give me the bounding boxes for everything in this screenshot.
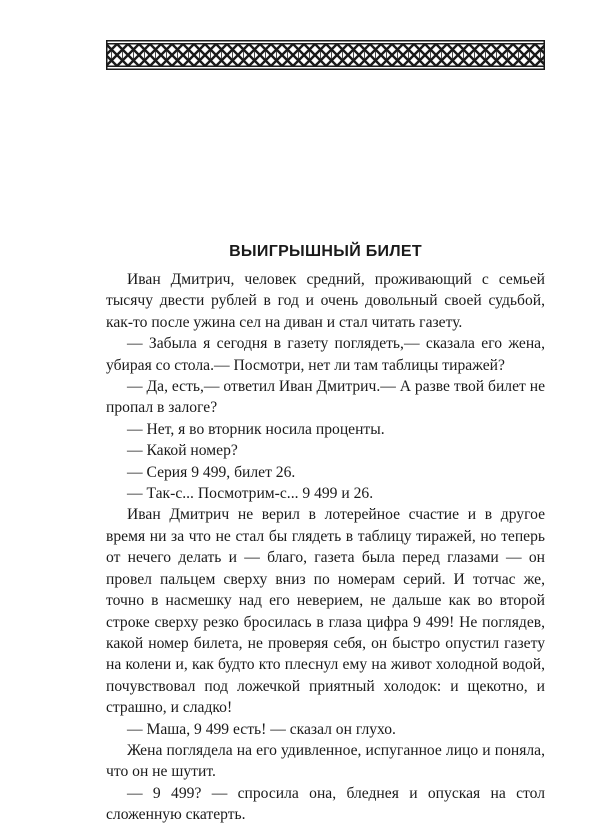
paragraph: — Забыла я сегодня в газету поглядеть,— сказала его жена, убирая со стола.— Посмотри, нет ли там таблицы тиражей? (106, 335, 545, 374)
paragraph: — Какой номер? (127, 442, 238, 460)
paragraph: — Так-с... Посмотрим-с... 9 499 и 26. (127, 485, 374, 503)
lattice-ornament-icon (106, 40, 545, 70)
paragraph: Иван Дмитрич, человек средний, проживающий с семьей тысячу двести рублей в год и очень довольный своей судьбой, как-то после ужина сел на диван и стал читать газету. (106, 271, 545, 331)
story-title: ВЫИГРЫШНЫЙ БИЛЕТ (229, 243, 422, 260)
paragraph: — Да, есть,— ответил Иван Дмитрич.— А разве твой билет не пропал в залоге? (106, 378, 545, 417)
paragraph: — Нет, я во вторник носила проценты. (127, 420, 385, 438)
paragraph: — 9 499? — спросила она, бледнея и опуская на стол сложенную скатерть. (106, 784, 545, 824)
paragraph: Иван Дмитрич не верил в лотерейное счастие и в другое время ни за что не стал бы глядеть в таблицу тиражей, но теперь от нечего делать и — благо, газета была перед глазами — он провел пальцем сверху вниз по номерам серий. И тотчас же, точно в насмешку над его неверием, не дальше как во второй строке сверху резко бросилась в глаза цифра 9 499! Не поглядев, какой номер билета, не проверяя себя, он быстро опустил газету на колени и, как будто кто плеснул ему на живот холодной водой, почувствовал под ложечкой приятный холодок: и щекотно, и страшно, и сладко! (106, 506, 545, 717)
paragraph: Жена поглядела на его удивленное, испуганное лицо и поняла, что он не шутит. (106, 741, 545, 781)
story-text (106, 269, 545, 826)
paragraph: — Маша, 9 499 есть! — сказал он глухо. (127, 720, 396, 738)
paragraph: — Серия 9 499, билет 26. (127, 463, 296, 481)
